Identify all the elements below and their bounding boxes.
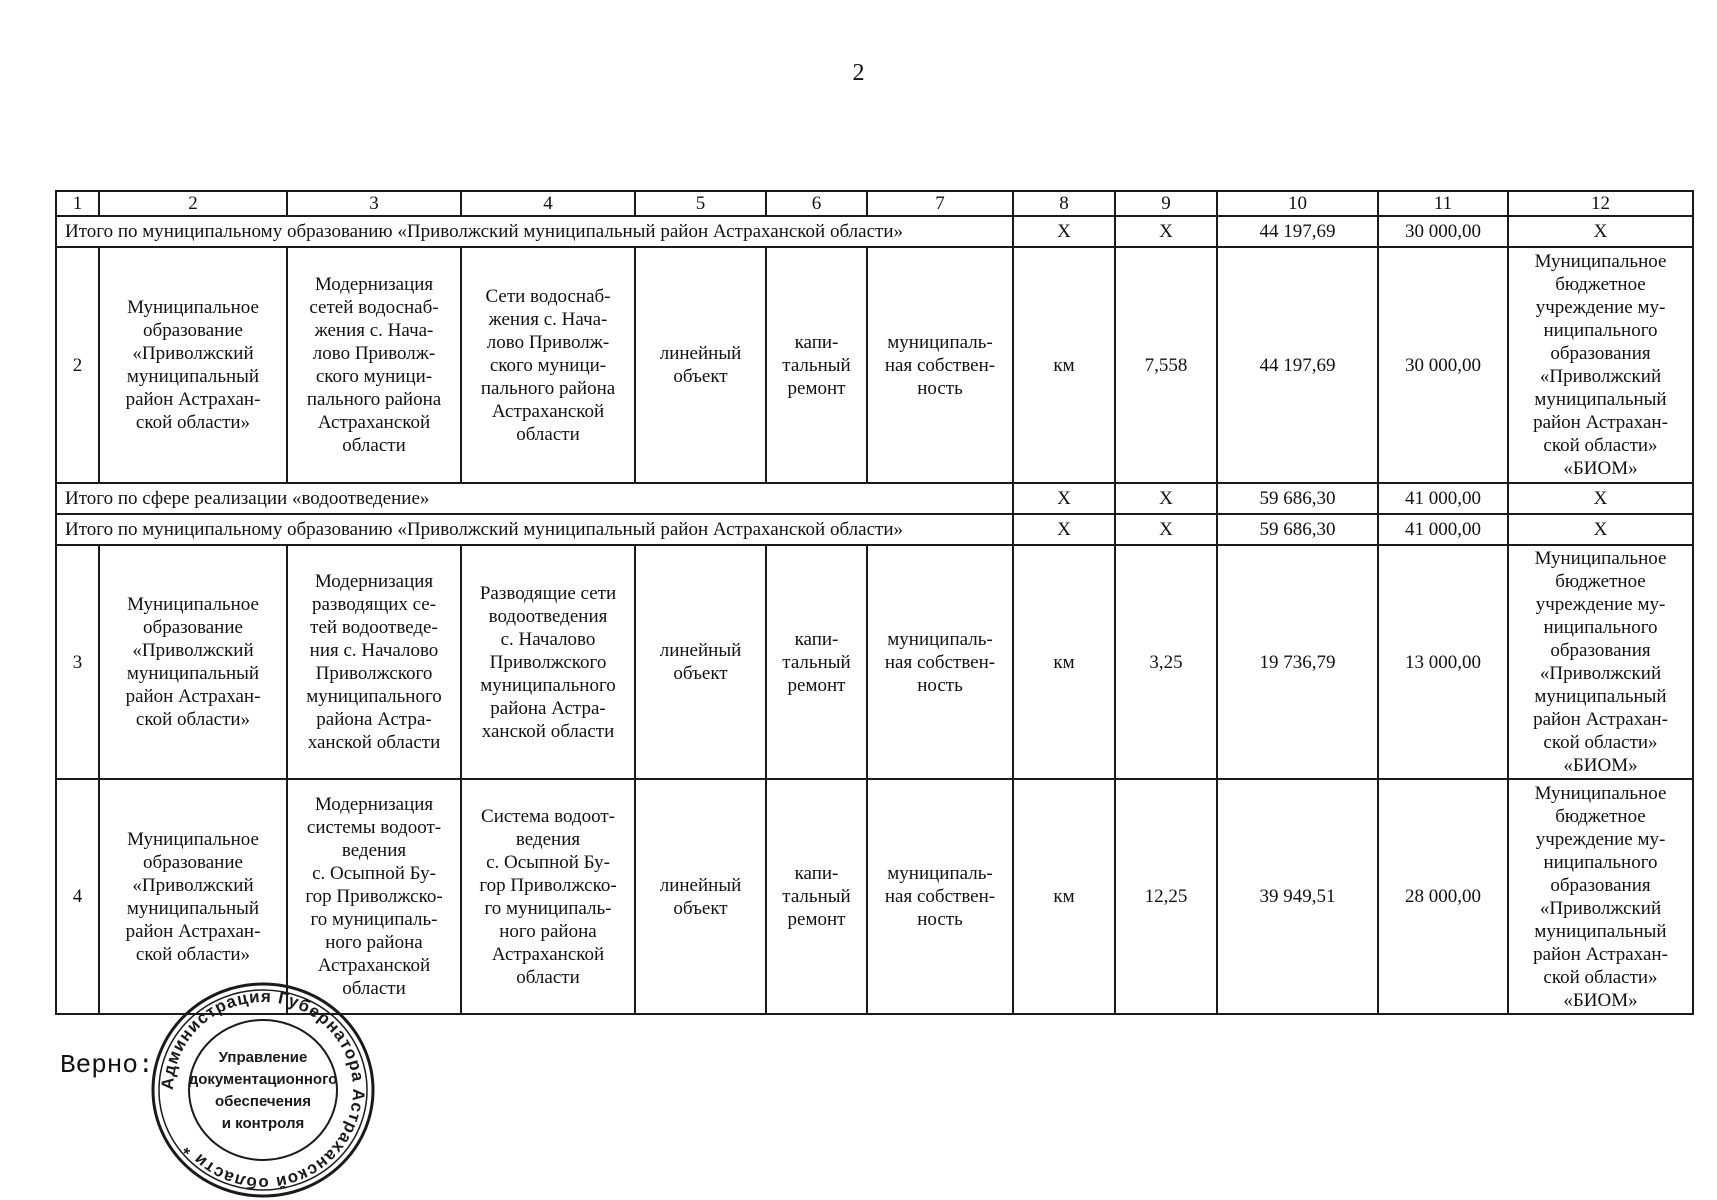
column-number: 9 [1115,191,1217,216]
column-number: 1 [56,191,99,216]
cell-cost: 59 686,30 [1217,483,1378,514]
summary-label: Итого по муниципальному образованию «Приволжский муниципальный район Астраханской области» [56,514,1013,545]
cell-operator: X [1508,514,1693,545]
cell-cost: 39 949,51 [1217,779,1378,1014]
cell-quantity: 7,558 [1115,247,1217,483]
cell-municipality: Муниципальное образование «Приволжский муниципальный район Астрахан- ской области» [99,779,287,1014]
column-number: 4 [461,191,635,216]
cell-measure: Модернизация системы водоот- ведения с. Осыпной Бу- гор Приволжско- го муниципаль- ного района Астраханской области [287,779,461,1014]
cell-work-type: капи- тальный ремонт [766,247,867,483]
cell-work-type: капи- тальный ремонт [766,779,867,1014]
cell-unit: X [1013,514,1115,545]
cell-quantity: 12,25 [1115,779,1217,1014]
certification-label: Верно: [60,1050,154,1080]
cell-cost: 59 686,30 [1217,514,1378,545]
table-row [56,545,1693,779]
cell-operator: X [1508,483,1693,514]
cell-object-type: линейный объект [635,247,766,483]
cell-unit: км [1013,779,1115,1014]
cell-row-number: 4 [56,779,99,1014]
official-stamp [148,980,378,1200]
cell-municipality: Муниципальное образование «Приволжский муниципальный район Астрахан- ской области» [99,545,287,779]
cell-object-type: линейный объект [635,779,766,1014]
cell-ownership: муниципаль- ная собствен- ность [867,545,1013,779]
cell-funding: 41 000,00 [1378,514,1508,545]
summary-label: Итого по сфере реализации «водоотведение» [56,483,1013,514]
page-number: 2 [852,60,865,86]
stamp-center-line: документационного [188,1071,338,1088]
stamp-center-line: обеспечения [214,1093,312,1110]
cell-object-type: линейный объект [635,545,766,779]
column-number: 6 [766,191,867,216]
table-row [56,779,1693,1014]
stamp-ring-text: Администрация Губернатора Астраханской области * [157,986,369,1194]
cell-measure: Модернизация разводящих се- тей водоотведе- ния с. Началово Приволжского муниципального района Астра- ханской области [287,545,461,779]
cell-funding: 13 000,00 [1378,545,1508,779]
cell-ownership: муниципаль- ная собствен- ность [867,247,1013,483]
cell-operator: Муниципальное бюджетное учреждение му- ниципального образования «Приволжский муниципальный район Астрахан- ской области» «БИОМ» [1508,545,1693,779]
stamp-center-line: Управление [218,1049,308,1066]
column-number: 12 [1508,191,1693,216]
cell-funding: 30 000,00 [1378,216,1508,247]
cell-unit: км [1013,545,1115,779]
cell-quantity: X [1115,483,1217,514]
stamp-inner-ring [189,1020,337,1160]
cell-quantity: 3,25 [1115,545,1217,779]
cell-ownership: муниципаль- ная собствен- ность [867,779,1013,1014]
cell-funding: 30 000,00 [1378,247,1508,483]
cell-object: Система водоот- ведения с. Осыпной Бу- гор Приволжско- го муниципаль- ного района Астраханской области [461,779,635,1014]
column-number: 7 [867,191,1013,216]
column-number: 2 [99,191,287,216]
column-number-row [56,191,1693,216]
cell-funding: 28 000,00 [1378,779,1508,1014]
summary-row-municipality [56,216,1693,247]
cell-operator: X [1508,216,1693,247]
summary-row-sphere [56,483,1693,514]
cell-quantity: X [1115,514,1217,545]
cell-operator: Муниципальное бюджетное учреждение му- ниципального образования «Приволжский муниципальный район Астрахан- ской области» «БИОМ» [1508,247,1693,483]
summary-row-municipality [56,514,1693,545]
cell-cost: 19 736,79 [1217,545,1378,779]
data-table [55,190,1694,1015]
cell-unit: км [1013,247,1115,483]
cell-funding: 41 000,00 [1378,483,1508,514]
cell-quantity: X [1115,216,1217,247]
stamp-outer-ring [153,984,373,1196]
cell-row-number: 3 [56,545,99,779]
table-row [56,247,1693,483]
cell-unit: X [1013,483,1115,514]
cell-unit: X [1013,216,1115,247]
column-number: 10 [1217,191,1378,216]
cell-cost: 44 197,69 [1217,247,1378,483]
stamp-center-line: и контроля [221,1115,305,1132]
cell-measure: Модернизация сетей водоснаб- жения с. Нача- лово Приволж- ского муници- пального района Астраханской области [287,247,461,483]
cell-object: Разводящие сети водоотведения с. Началово Приволжского муниципального района Астра- ханской области [461,545,635,779]
cell-municipality: Муниципальное образование «Приволжский муниципальный район Астрахан- ской области» [99,247,287,483]
column-number: 3 [287,191,461,216]
column-number: 11 [1378,191,1508,216]
cell-work-type: капи- тальный ремонт [766,545,867,779]
column-number: 8 [1013,191,1115,216]
column-number: 5 [635,191,766,216]
cell-object: Сети водоснаб- жения с. Нача- лово Приволж- ского муници- пального района Астраханской области [461,247,635,483]
cell-operator: Муниципальное бюджетное учреждение му- ниципального образования «Приволжский муниципальный район Астрахан- ской области» «БИОМ» [1508,779,1693,1014]
cell-cost: 44 197,69 [1217,216,1378,247]
cell-row-number: 2 [56,247,99,483]
summary-label: Итого по муниципальному образованию «Приволжский муниципальный район Астраханской области» [56,216,1013,247]
